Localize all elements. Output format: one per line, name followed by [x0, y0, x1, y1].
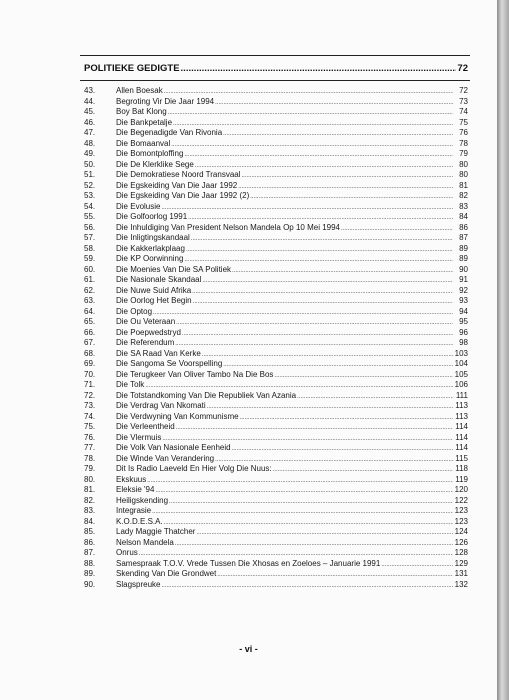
toc-entry — [84, 86, 468, 97]
toc-entry-title: Heiligskending — [116, 495, 169, 505]
toc-entry-page: 104 — [454, 359, 468, 368]
toc-entry — [84, 443, 468, 454]
leader-dots — [175, 339, 453, 350]
toc-entry-title: Die Volk Van Nasionale Eenheid — [116, 443, 231, 452]
leader-dots — [238, 182, 453, 193]
toc-entry-page: 106 — [454, 380, 468, 389]
toc-entry-page: 115 — [455, 453, 468, 463]
toc-entry-page: 84 — [459, 212, 468, 221]
leader-dots — [232, 266, 453, 277]
toc-entry-page: 123 — [454, 506, 468, 515]
toc-entry-number: 62. — [84, 285, 96, 295]
toc-entry-title: K.O.D.E.S.A. — [116, 516, 163, 526]
toc-entry — [84, 107, 468, 118]
leader-dots — [191, 234, 453, 245]
toc-entry-page: 114 — [455, 432, 468, 442]
toc-entry-number: 53. — [84, 191, 96, 200]
toc-entry — [84, 559, 468, 570]
toc-entry-number: 60. — [84, 264, 96, 274]
leader-dots — [297, 392, 453, 403]
toc-entry-page: 73 — [459, 96, 468, 106]
toc-entry — [84, 97, 468, 108]
toc-entry-title: Die Begenadigde Van Rivonia — [116, 128, 223, 137]
toc-entry — [84, 307, 468, 318]
toc-entry — [84, 349, 468, 360]
toc-entry-page: 131 — [454, 569, 468, 578]
toc-entry-title: Slagspreuke — [116, 579, 161, 589]
toc-entry-page: 126 — [454, 537, 468, 547]
toc-entry-number: 52. — [84, 180, 96, 190]
toc-entry — [84, 212, 468, 223]
leader-dots — [242, 171, 454, 182]
toc-entry-number: 61. — [84, 275, 96, 284]
toc-entry-number: 44. — [84, 96, 96, 106]
toc-entry-page: 76 — [459, 128, 468, 137]
toc-entry-number: 86. — [84, 537, 96, 547]
toc-entry — [84, 128, 468, 139]
top-rule — [80, 55, 470, 56]
toc-entry-title: Eleksie '94 — [116, 485, 155, 494]
toc-entry-title: Die Terugkeer Van Oliver Tambo Na Die Bos — [116, 369, 274, 379]
toc-entry-number: 90. — [84, 579, 96, 589]
toc-entry — [84, 412, 468, 423]
toc-entry-title: Die Bomontploffing — [116, 149, 184, 158]
toc-entry-page: 90 — [459, 264, 468, 274]
toc-entry-title: Die De Klerklike Sege — [116, 159, 194, 169]
toc-entry-page: 120 — [454, 485, 468, 494]
toc-entry — [84, 517, 468, 528]
toc-entry-number: 58. — [84, 243, 96, 253]
toc-entry-page: 92 — [459, 285, 468, 295]
toc-entry-number: 55. — [84, 212, 96, 221]
toc-entry — [84, 181, 468, 192]
section-page-number: 72 — [457, 63, 468, 74]
toc-entry-number: 50. — [84, 159, 96, 169]
leader-dots — [250, 192, 453, 203]
toc-entry — [84, 391, 468, 402]
toc-entry-number: 74. — [84, 411, 96, 421]
toc-entry-page: 80 — [459, 170, 468, 179]
toc-entry-number: 72. — [84, 390, 96, 400]
leader-dots — [186, 245, 453, 256]
toc-entry-title: Die Bomaanval — [116, 138, 171, 148]
toc-entry-number: 82. — [84, 495, 96, 505]
toc-entry-title: Die Inligtingskandaal — [116, 233, 190, 242]
toc-entry-title: Die Demokratiese Noord Transvaal — [116, 170, 241, 179]
toc-entry-number: 65. — [84, 317, 96, 326]
toc-entry-number: 43. — [84, 86, 96, 95]
toc-entry-page: 80 — [459, 159, 468, 169]
toc-entry-title: Die Winde Van Verandering — [116, 453, 215, 463]
toc-entry-page: 123 — [454, 516, 468, 526]
leader-dots — [147, 476, 453, 487]
toc-entry-page: 103 — [454, 348, 468, 358]
toc-entry-title: Die Verleentheid — [116, 422, 175, 431]
section-title: POLITIEKE GEDIGTE — [84, 63, 180, 74]
toc-entry-number: 85. — [84, 527, 96, 536]
toc-entry-title: Die Inhuldiging Van President Nelson Mandela Op 10 Mei 1994 — [116, 222, 340, 232]
leader-dots — [341, 224, 453, 235]
section-heading — [84, 63, 468, 74]
toc-entry — [84, 454, 468, 465]
toc-entry — [84, 527, 468, 538]
leader-dots — [202, 350, 453, 361]
toc-entry — [84, 170, 468, 181]
toc-entry-title: Die Vlermuis — [116, 432, 162, 442]
toc-entry-number: 70. — [84, 369, 96, 379]
toc-entry-number: 76. — [84, 432, 96, 442]
leader-dots — [193, 297, 453, 308]
toc-entry-title: Die Egskeiding Van Die Jaar 1992 (2) — [116, 191, 250, 200]
toc-entry-title: Die Poepwedstryd — [116, 327, 181, 337]
leader-dots — [196, 528, 453, 539]
leader-dots — [152, 507, 453, 518]
toc-entry-page: 122 — [454, 495, 468, 505]
toc-entry-number: 57. — [84, 233, 96, 242]
toc-entry-page: 83 — [459, 201, 468, 211]
toc-entry-page: 91 — [459, 275, 468, 284]
toc-entry-number: 48. — [84, 138, 96, 148]
toc-entry-page: 129 — [454, 558, 468, 568]
toc-entry-page: 128 — [454, 548, 468, 557]
toc-entry-title: Skending Van Die Grondwet — [116, 569, 217, 578]
toc-entry — [84, 380, 468, 391]
toc-entry-title: Die Golfoorlog 1991 — [116, 212, 188, 221]
toc-entry-number: 81. — [84, 485, 96, 494]
toc-entry-number: 46. — [84, 117, 96, 127]
toc-entry-page: 89 — [459, 243, 468, 253]
toc-entry-page: 82 — [459, 191, 468, 200]
toc-entry-number: 56. — [84, 222, 96, 232]
table-of-contents — [84, 86, 468, 590]
leader-dots — [182, 329, 453, 340]
toc-entry-title: Integrasie — [116, 506, 152, 515]
toc-entry-page: 113 — [455, 411, 468, 421]
toc-entry — [84, 160, 468, 171]
toc-entry-page: 81 — [459, 180, 468, 190]
toc-entry — [84, 254, 468, 265]
toc-entry-page: 114 — [455, 422, 468, 431]
toc-entry-page: 105 — [454, 369, 468, 379]
toc-entry-number: 77. — [84, 443, 96, 452]
leader-dots — [164, 518, 453, 529]
toc-entry-number: 88. — [84, 558, 96, 568]
toc-entry-title: Die Nuwe Suid Afrika — [116, 285, 192, 295]
toc-entry-title: Die Bankpetalje — [116, 117, 173, 127]
toc-entry-title: Die Egskeiding Van Die Jaar 1992 — [116, 180, 238, 190]
toc-entry — [84, 139, 468, 150]
leader-dots — [381, 560, 453, 571]
toc-entry-number: 80. — [84, 474, 96, 484]
toc-entry-title: Die Nasionale Skandaal — [116, 275, 202, 284]
leader-dots — [215, 98, 453, 109]
toc-entry-page: 113 — [455, 401, 468, 410]
leader-dots — [175, 539, 453, 550]
toc-entry-number: 59. — [84, 254, 96, 263]
toc-entry-page: 72 — [459, 86, 468, 95]
leader-dots — [168, 108, 453, 119]
toc-entry-number: 71. — [84, 380, 96, 389]
toc-entry-number: 89. — [84, 569, 96, 578]
toc-entry — [84, 538, 468, 549]
toc-entry-title: Die Tolk — [116, 380, 145, 389]
toc-entry-title: Boy Bat Klong — [116, 107, 167, 116]
toc-entry-title: Lady Maggie Thatcher — [116, 527, 196, 536]
toc-entry-page: 119 — [455, 474, 468, 484]
toc-entry-page: 111 — [455, 390, 468, 400]
toc-entry — [84, 202, 468, 213]
toc-entry — [84, 275, 468, 286]
toc-entry — [84, 233, 468, 244]
toc-entry — [84, 569, 468, 580]
toc-entry — [84, 506, 468, 517]
toc-entry — [84, 244, 468, 255]
toc-entry-title: Die Verdrag Van Nkomati — [116, 401, 206, 410]
toc-entry-title: Nelson Mandela — [116, 537, 174, 547]
toc-entry — [84, 433, 468, 444]
toc-entry-page: 132 — [454, 579, 468, 589]
toc-entry-title: Die Sangoma Se Voorspelling — [116, 359, 223, 368]
toc-entry-number: 63. — [84, 296, 96, 305]
toc-entry — [84, 118, 468, 129]
toc-entry-title: Die Kakkerlakplaag — [116, 243, 185, 253]
toc-entry-number: 68. — [84, 348, 96, 358]
leader-dots — [153, 308, 453, 319]
toc-entry-page: 124 — [454, 527, 468, 536]
toc-entry-page: 79 — [459, 149, 468, 158]
toc-entry — [84, 580, 468, 591]
toc-entry — [84, 475, 468, 486]
toc-entry-title: Allen Boesak — [116, 86, 163, 95]
toc-entry-number: 45. — [84, 107, 96, 116]
leader-dots — [181, 63, 457, 74]
toc-entry — [84, 317, 468, 328]
toc-entry — [84, 496, 468, 507]
toc-entry — [84, 401, 468, 412]
toc-entry-number: 51. — [84, 170, 96, 179]
toc-entry-number: 54. — [84, 201, 96, 211]
toc-entry-title: Onrus — [116, 548, 138, 557]
toc-entry-title: Dit Is Radio Laeveld En Hier Volg Die Nuus: — [116, 464, 272, 473]
toc-entry — [84, 370, 468, 381]
leader-dots — [155, 486, 453, 497]
toc-entry-title: Die Evolusie — [116, 201, 161, 211]
toc-entry-page: 74 — [459, 107, 468, 116]
toc-entry-number: 47. — [84, 128, 96, 137]
toc-entry-number: 66. — [84, 327, 96, 337]
toc-entry-page: 96 — [459, 327, 468, 337]
toc-entry-number: 78. — [84, 453, 96, 463]
leader-dots — [202, 276, 453, 287]
toc-entry-page: 93 — [459, 296, 468, 305]
toc-entry-page: 75 — [459, 117, 468, 127]
toc-entry — [84, 223, 468, 234]
toc-entry-page: 114 — [455, 443, 468, 452]
toc-entry-number: 73. — [84, 401, 96, 410]
leader-dots — [184, 150, 453, 161]
toc-entry — [84, 464, 468, 475]
toc-entry — [84, 149, 468, 160]
toc-entry-page: 95 — [459, 317, 468, 326]
toc-entry-page: 89 — [459, 254, 468, 263]
leader-dots — [223, 129, 453, 140]
toc-entry-number: 75. — [84, 422, 96, 431]
toc-entry-number: 67. — [84, 338, 96, 347]
toc-entry-title: Die Referendum — [116, 338, 175, 347]
toc-entry-number: 69. — [84, 359, 96, 368]
leader-dots — [207, 402, 453, 413]
toc-entry-number: 83. — [84, 506, 96, 515]
toc-entry-number: 79. — [84, 464, 96, 473]
leader-dots — [192, 287, 453, 298]
toc-entry-title: Die Ou Veteraan — [116, 317, 176, 326]
toc-entry-page: 78 — [459, 138, 468, 148]
toc-entry — [84, 191, 468, 202]
leader-dots — [161, 581, 453, 592]
toc-entry-title: Begroting Vir Die Jaar 1994 — [116, 96, 215, 106]
book-spine-shadow — [497, 0, 509, 700]
leader-dots — [217, 570, 453, 581]
toc-entry — [84, 338, 468, 349]
toc-entry-title: Die SA Raad Van Kerke — [116, 348, 201, 358]
leader-dots — [273, 465, 453, 476]
toc-entry-page: 98 — [459, 338, 468, 347]
page-number-footer: - vi - — [239, 644, 258, 654]
toc-entry-title: Samespraak T.O.V. Vrede Tussen Die Xhosas en Zoeloes – Januarie 1991 — [116, 558, 381, 568]
toc-entry-page: 94 — [459, 306, 468, 316]
toc-entry — [84, 286, 468, 297]
leader-dots — [232, 444, 453, 455]
toc-entry-title: Die Optog — [116, 306, 153, 316]
leader-dots — [240, 413, 453, 424]
leader-dots — [171, 140, 453, 151]
toc-entry-title: Ekskuus — [116, 474, 147, 484]
toc-entry-title: Die Totstandkoming Van Die Republiek Van Azania — [116, 390, 297, 400]
leader-dots — [176, 423, 453, 434]
toc-entry-page: 86 — [459, 222, 468, 232]
toc-entry — [84, 296, 468, 307]
toc-entry-title: Die Verdwyning Van Kommunisme — [116, 411, 239, 421]
toc-entry-page: 118 — [455, 464, 468, 473]
toc-entry — [84, 359, 468, 370]
toc-entry-number: 84. — [84, 516, 96, 526]
toc-entry — [84, 328, 468, 339]
heading-rule — [80, 80, 470, 81]
toc-entry-page: 87 — [459, 233, 468, 242]
toc-entry-number: 64. — [84, 306, 96, 316]
leader-dots — [161, 203, 453, 214]
toc-entry — [84, 265, 468, 276]
toc-entry — [84, 485, 468, 496]
toc-entry — [84, 422, 468, 433]
leader-dots — [169, 497, 453, 508]
toc-entry-title: Die KP Oorwinning — [116, 254, 184, 263]
toc-entry-title: Die Moenies Van Die SA Politiek — [116, 264, 232, 274]
toc-entry-number: 87. — [84, 548, 96, 557]
toc-entry-title: Die Oorlog Het Begin — [116, 296, 192, 305]
leader-dots — [176, 318, 453, 329]
toc-entry — [84, 548, 468, 559]
toc-entry-number: 49. — [84, 149, 96, 158]
leader-dots — [274, 371, 453, 382]
